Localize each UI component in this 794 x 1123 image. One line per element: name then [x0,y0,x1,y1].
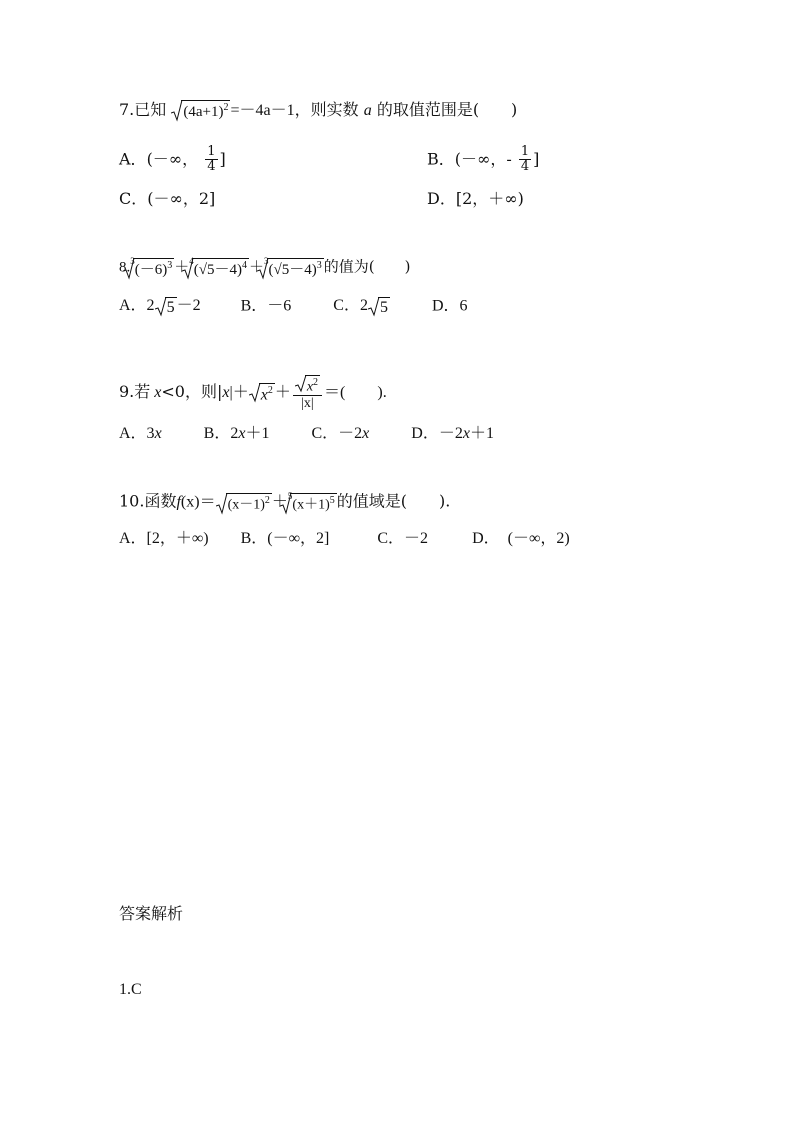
question-8: 8.$^3$ $(-6)^3 +^4$ $(√5-4)^4 +^3$ $(√5-4)^3$ 的值为( ) [119,255,411,278]
question-7 [119,100,517,121]
q7-option-c: C．(－∞，2] [119,189,216,208]
q7-option-d: D．[2，＋∞) [427,189,524,208]
answers-heading: 答案解析 [119,904,184,923]
q8-option-b: B．－6 [240,297,292,315]
question-9: 9.若 x<0，则|x|＋ $x^2$ ＋ $\frac{x^2}{|x|}$ ＝( ). [119,377,387,412]
q7-rhs: =－4a－1，则实数 [230,101,359,119]
q10-options [119,531,570,547]
q8-option-a: A．2 5 －2 [119,297,201,316]
q7-prefix: 7.已知 [119,99,167,119]
q7-var: a [363,101,372,119]
q10-option-c: C．－2 [377,530,429,547]
q8-option-d: D．6 [431,297,468,315]
q9-option-c: C．－2x [311,425,370,442]
q10-option-a: A．[2，＋∞) [119,530,209,547]
q7-option-a: A．(－∞， $\frac{1}{4}$ ] [119,144,226,175]
answer-1: 1.C [119,981,142,998]
question-10: 10.函数f(x)＝ $(x-1)^2 +^5$ $(x+1)^5$ 的值域是( ). [119,490,451,513]
q8-option-c: C．2 5 [333,297,388,316]
q8-options [119,297,468,317]
q7-suffix: 的取值范围是( ) [376,99,518,119]
q10-option-b: B．(－∞，2] [240,530,330,547]
q9-option-d: D．－2x＋1 [411,425,494,442]
q9-option-b: B．2x＋1 [203,425,270,442]
q9-option-a: A．3x [119,425,162,442]
q7-sqrt: $(4a+1)^2$ [171,100,230,121]
q9-options [119,426,494,442]
q7-option-b: B．(－∞，- $\frac{1}{4}$ ] [427,144,540,175]
q10-option-d: D． (－∞，2) [472,530,570,547]
